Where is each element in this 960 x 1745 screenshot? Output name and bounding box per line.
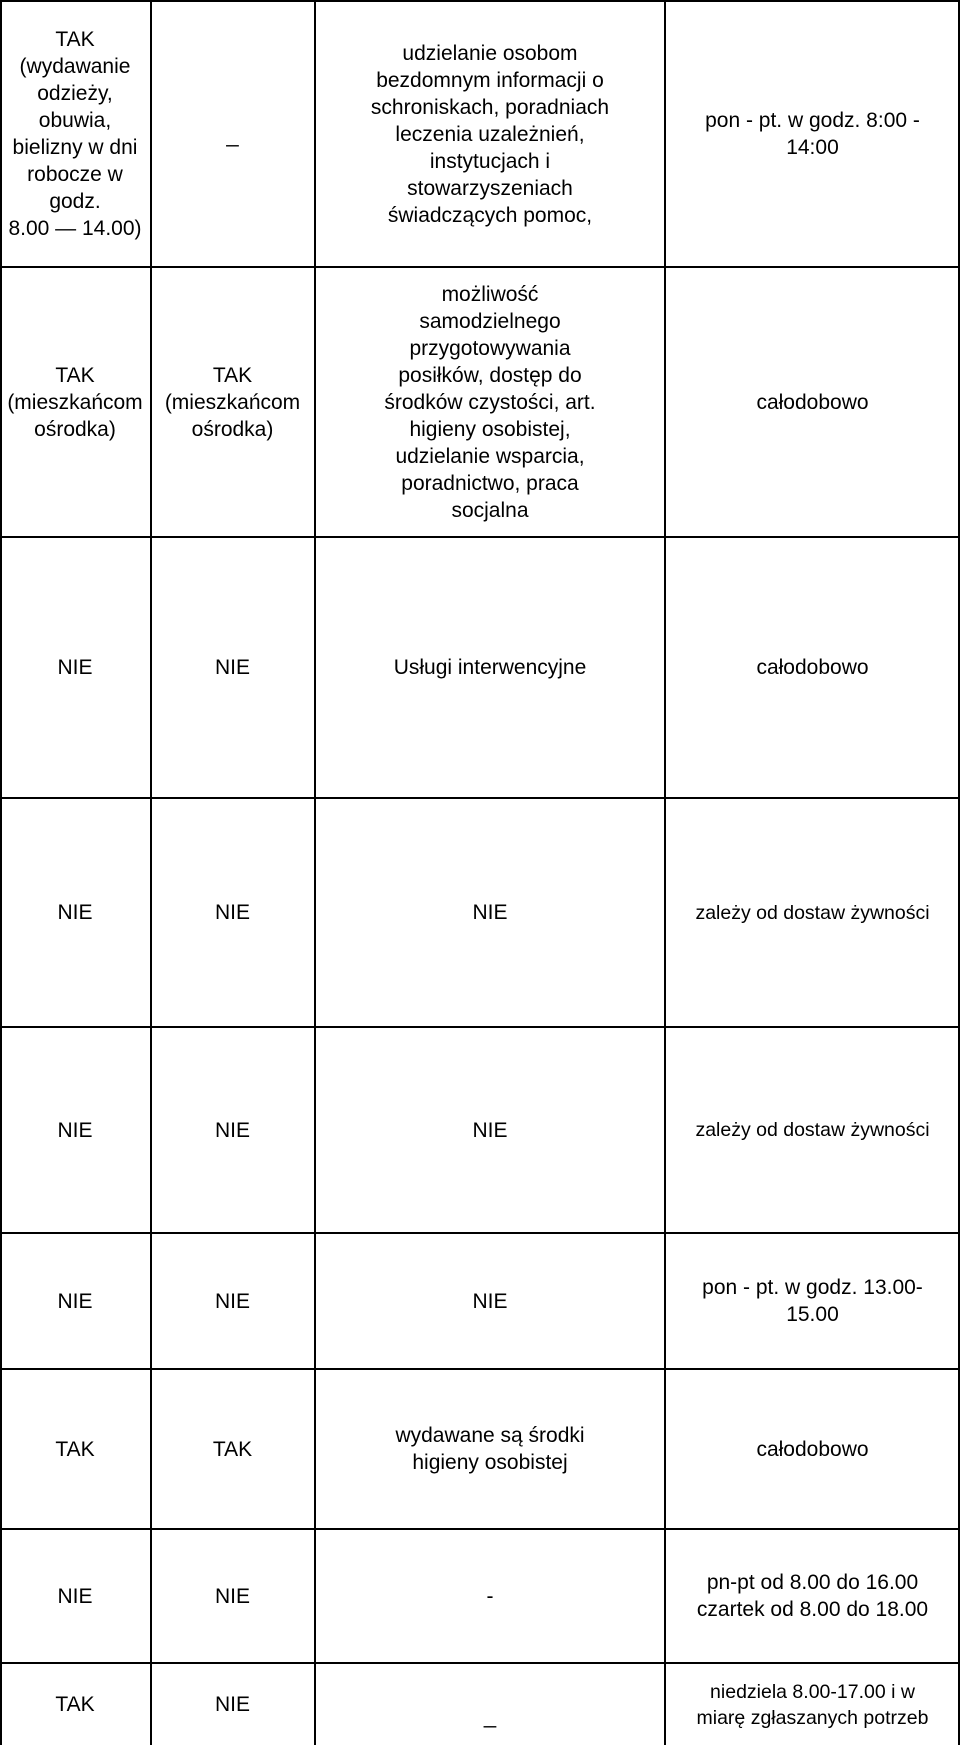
table-cell: zależy od dostaw żywności [695,901,930,924]
table-row [0,799,960,1026]
table-cell: całodobowo [756,656,869,679]
table-cell: NIE [57,901,93,924]
table-cell: NIE [214,1693,250,1716]
table-cell: możliwość samodzielnego przygotowywania posiłków, dostęp do środków czystości, art. higieny osobistej, udzielanie wsparcia, poradnictwo, praca socjalna [384,282,596,522]
table-row [0,538,960,797]
table-row [0,1028,960,1232]
table-cell: TAK [212,1437,253,1461]
table-cell: TAK [55,1437,95,1461]
table-row [0,268,960,536]
table-cell: TAK (wydawanie odzieży, obuwia, bielizny w dni robocze w godz. 8.00 — 14.00) [8,28,142,240]
table-row [0,1370,960,1528]
table-cell: NIE [57,1289,93,1313]
table-cell: _ [226,121,239,147]
table-cell: _ [483,1703,497,1728]
table-cell: zależy od dostaw żywności [695,1119,930,1141]
table-cell: wydawane są środki higieny osobistej [395,1424,585,1474]
table-row [0,1234,960,1368]
table-cell: NIE [472,1289,508,1313]
table-cell: TAK (mieszkańcom ośrodka) [164,363,301,441]
table-cell: NIE [472,901,508,924]
table-cell: NIE [57,1118,93,1142]
table-cell: pon - pt. w godz. 13.00- 15.00 [702,1276,923,1326]
table-cell: NIE [472,1118,508,1142]
table-cell: całodobowo [756,390,869,414]
table-cell: niedziela 8.00-17.00 i w miarę zgłaszanych potrzeb [696,1680,929,1729]
table-cell: NIE [214,1584,250,1608]
table-cell: - [486,1584,494,1608]
table-cell: Usługi interwencyjne [393,656,587,679]
table-cell: udzielanie osobom bezdomnym informacji o schroniskach, poradniach leczenia uzależnień, instytucjach i stowarzyszeniach świadczących pomoc, [370,42,610,227]
table-cell: NIE [214,1118,250,1142]
table-cell: pn-pt od 8.00 do 16.00 czartek od 8.00 do 18.00 [696,1571,929,1621]
table-cell: NIE [214,1289,250,1313]
table-cell: NIE [57,656,93,679]
table-row [0,1530,960,1662]
table-cell: NIE [57,1584,93,1608]
table-cell: TAK (mieszkańcom ośrodka) [7,363,143,441]
table-cell: NIE [214,656,250,679]
table-row [0,1664,960,1745]
table-cell: całodobowo [756,1437,869,1461]
table-cell: pon - pt. w godz. 8:00 - 14:00 [705,109,920,159]
table-cell: NIE [214,901,250,924]
table-cell: TAK [55,1693,95,1716]
table-row [0,2,960,266]
